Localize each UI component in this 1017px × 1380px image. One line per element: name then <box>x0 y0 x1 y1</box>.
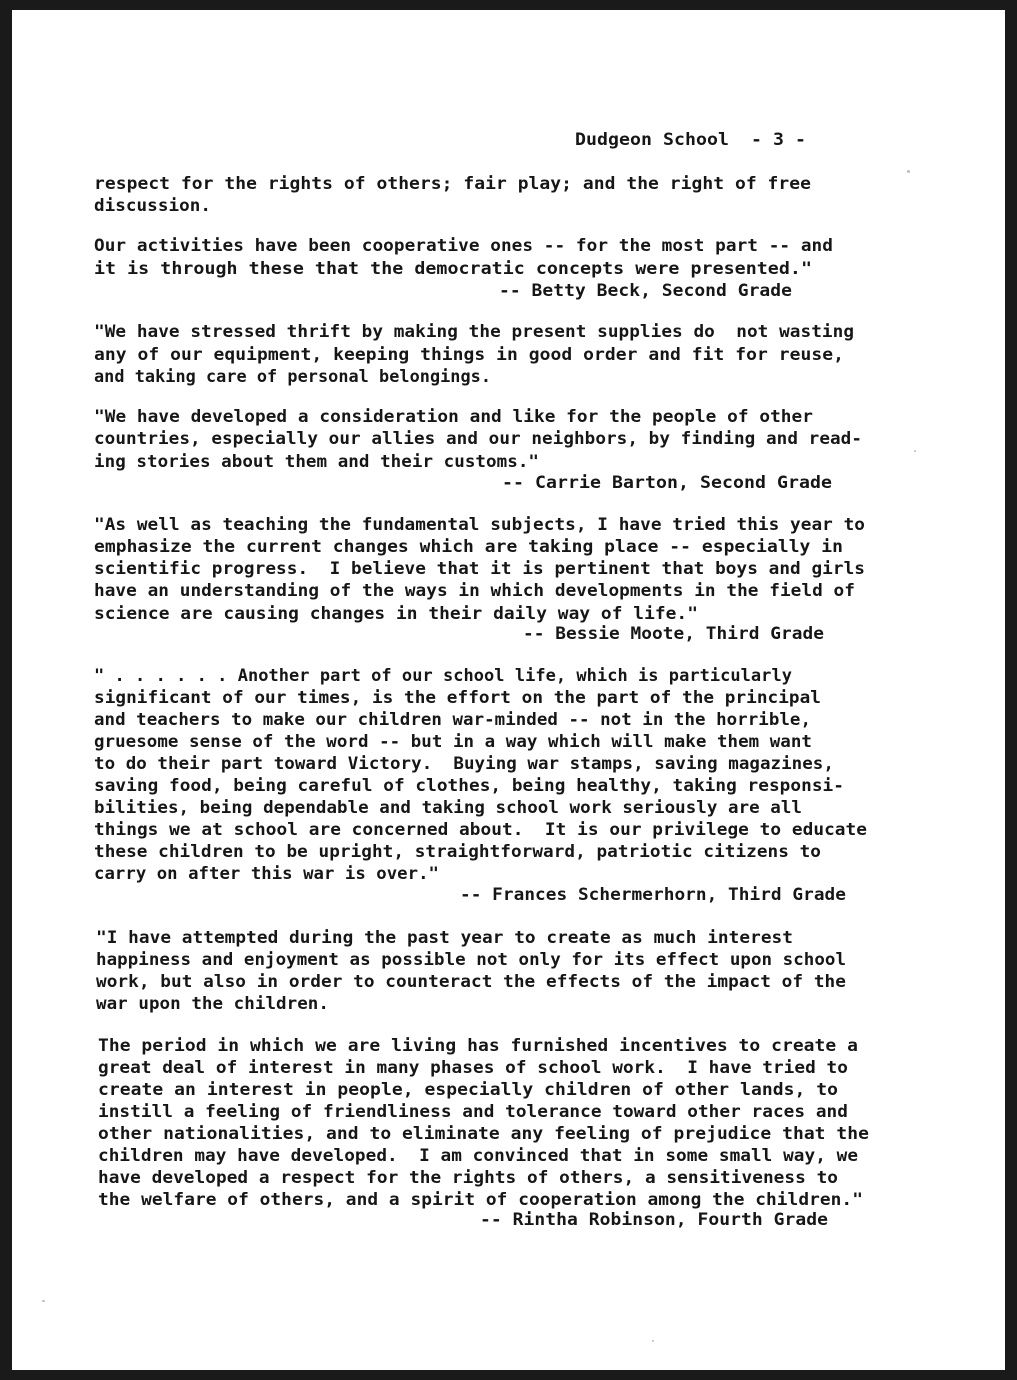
text-line: The period in which we are living has furnished incentives to create a <box>98 1036 858 1056</box>
signature-carrie-barton: -- Carrie Barton, Second Grade <box>502 473 832 493</box>
text-line: Our activities have been cooperative ones -- for the most part -- and <box>94 236 833 256</box>
paper-speck <box>914 450 916 452</box>
text-line: any of our equipment, keeping things in good order and fit for reuse, <box>94 345 844 365</box>
text-line: "We have developed a consideration and like for the people of other <box>94 407 814 427</box>
text-line: gruesome sense of the word -- but in a way which will make them want <box>94 732 812 752</box>
text-line: respect for the rights of others; fair play; and the right of free <box>94 174 812 194</box>
signature-frances-schermerhorn: -- Frances Schermerhorn, Third Grade <box>460 885 847 905</box>
paper-speck <box>907 170 910 173</box>
text-line: happiness and enjoyment as possible not only for its effect upon school <box>96 950 847 970</box>
text-line: things we at school are concerned about. It is our privilege to educate <box>94 820 868 840</box>
text-line: to do their part toward Victory. Buying war stamps, saving magazines, <box>94 754 834 774</box>
text-line: these children to be upright, straightforward, patriotic citizens to <box>94 842 822 862</box>
text-line: "As well as teaching the fundamental subjects, I have tried this year to <box>94 515 866 535</box>
paper-speck <box>42 1300 45 1302</box>
text-line: bilities, being dependable and taking school work seriously are all <box>94 798 802 818</box>
text-line: create an interest in people, especially children of other lands, to <box>98 1080 839 1100</box>
signature-bessie-moote: -- Bessie Moote, Third Grade <box>523 624 825 644</box>
text-line: "I have attempted during the past year to create as much interest <box>96 928 793 948</box>
text-line: emphasize the current changes which are taking place -- especially in <box>94 537 843 557</box>
text-line: saving food, being careful of clothes, being healthy, taking responsi- <box>94 776 844 796</box>
text-line: and teachers to make our children war-minded -- not in the horrible, <box>94 710 811 730</box>
signature-betty-beck: -- Betty Beck, Second Grade <box>499 281 793 301</box>
text-line: scientific progress. I believe that it is pertinent that boys and girls <box>94 559 866 579</box>
page-header: Dudgeon School - 3 - <box>575 130 806 150</box>
text-line: other nationalities, and to eliminate any feeling of prejudice that the <box>98 1124 869 1144</box>
text-line: "We have stressed thrift by making the present supplies do not wasting <box>94 322 855 342</box>
signature-rintha-robinson: -- Rintha Robinson, Fourth Grade <box>480 1210 828 1230</box>
text-line: discussion. <box>94 196 211 216</box>
text-line: work, but also in order to counteract the effects of the impact of the <box>96 972 846 992</box>
text-line: great deal of interest in many phases of school work. I have tried to <box>98 1058 848 1078</box>
text-line: and taking care of personal belongings. <box>94 367 492 387</box>
text-line: significant of our times, is the effort on the part of the principal <box>94 688 822 708</box>
text-line: have developed a respect for the rights of others, a sensitiveness to <box>98 1168 839 1188</box>
document-page <box>12 10 1005 1370</box>
text-line: ing stories about them and their customs." <box>94 452 540 472</box>
text-line: instill a feeling of friendliness and tolerance toward other races and <box>98 1102 848 1122</box>
text-line: it is through these that the democratic concepts were presented." <box>94 259 812 279</box>
text-line: science are causing changes in their daily way of life." <box>94 604 699 624</box>
paper-speck <box>652 1340 654 1342</box>
text-line: countries, especially our allies and our neighbors, by finding and read- <box>94 429 862 449</box>
text-line: " . . . . . . Another part of our school life, which is particularly <box>94 666 792 686</box>
text-line: have an understanding of the ways in which developments in the field of <box>94 581 855 601</box>
text-line: children may have developed. I am convinced that in some small way, we <box>98 1146 859 1166</box>
text-line: the welfare of others, and a spirit of cooperation among the children." <box>98 1190 863 1210</box>
text-line: war upon the children. <box>96 994 330 1014</box>
text-line: carry on after this war is over." <box>94 864 440 884</box>
